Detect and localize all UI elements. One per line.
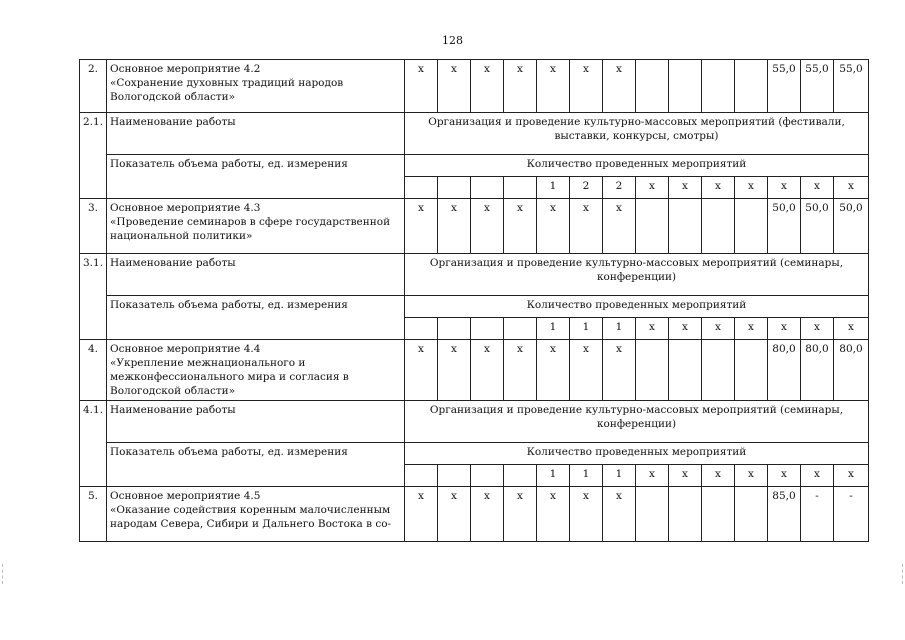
count-cell: x — [735, 318, 768, 340]
count-cell: x — [768, 465, 801, 487]
activity-title: Основное мероприятие 4.5 — [110, 490, 261, 502]
program-table — [79, 59, 869, 542]
count-cell: x — [834, 177, 869, 199]
mark-cell: x — [537, 60, 570, 113]
count-cell: x — [801, 177, 834, 199]
count-cell: x — [636, 177, 669, 199]
scan-edge-mark — [896, 564, 903, 584]
count-cell — [438, 318, 471, 340]
count-cell: x — [636, 318, 669, 340]
count-cell: x — [735, 465, 768, 487]
row-number: 5. — [80, 487, 107, 542]
value-cell: - — [834, 487, 869, 542]
mark-cell: x — [438, 199, 471, 254]
table-row-3 — [80, 199, 869, 254]
table-row-2 — [80, 60, 869, 113]
activity-title: Основное мероприятие 4.2 — [110, 63, 261, 75]
row-number: 3. — [80, 199, 107, 254]
count-cell: 1 — [537, 318, 570, 340]
mark-cell: x — [471, 199, 504, 254]
count-cell — [471, 177, 504, 199]
count-cell: x — [636, 465, 669, 487]
mark-cell — [636, 199, 669, 254]
table-row-4-1-indicator — [80, 443, 869, 465]
count-cell — [504, 177, 537, 199]
count-cell — [405, 318, 438, 340]
value-cell: 80,0 — [834, 340, 869, 401]
value-cell: 55,0 — [768, 60, 801, 113]
value-cell: 85,0 — [768, 487, 801, 542]
count-cell: 1 — [537, 177, 570, 199]
row-number: 4. — [80, 340, 107, 401]
activity-description: «Оказание содействия коренным малочисленным народам Севера, Сибири и Дальнего Востока в со- — [110, 504, 392, 530]
mark-cell: x — [504, 487, 537, 542]
count-cell: x — [834, 318, 869, 340]
mark-cell — [669, 199, 702, 254]
count-cell — [405, 177, 438, 199]
count-cell: x — [669, 318, 702, 340]
activity-name — [107, 199, 405, 254]
count-cell: 2 — [603, 177, 636, 199]
mark-cell: x — [471, 340, 504, 401]
work-description: Организация и проведение культурно-массовых мероприятий (семинары, конференции) — [405, 401, 869, 443]
count-cell: x — [768, 318, 801, 340]
mark-cell: x — [570, 199, 603, 254]
value-cell: 80,0 — [801, 340, 834, 401]
activity-name — [107, 340, 405, 401]
quantity-header: Количество проведенных мероприятий — [405, 443, 869, 465]
mark-cell: x — [471, 60, 504, 113]
quantity-header: Количество проведенных мероприятий — [405, 296, 869, 318]
work-label: Наименование работы — [107, 254, 405, 296]
row-number: 3.1. — [80, 254, 107, 340]
mark-cell: x — [405, 199, 438, 254]
mark-cell: x — [537, 487, 570, 542]
mark-cell: x — [438, 487, 471, 542]
mark-cell: x — [537, 340, 570, 401]
activity-title: Основное мероприятие 4.4 — [110, 343, 261, 355]
table-row-5 — [80, 487, 869, 542]
count-cell: x — [801, 318, 834, 340]
work-label: Наименование работы — [107, 401, 405, 443]
value-cell: 80,0 — [768, 340, 801, 401]
scan-edge-mark — [2, 564, 9, 584]
value-cell: 50,0 — [801, 199, 834, 254]
mark-cell: x — [405, 60, 438, 113]
mark-cell: x — [504, 340, 537, 401]
count-cell: x — [834, 465, 869, 487]
table-row-2-1-work — [80, 113, 869, 155]
count-cell: x — [735, 177, 768, 199]
mark-cell: x — [570, 487, 603, 542]
mark-cell: x — [570, 340, 603, 401]
count-cell — [471, 465, 504, 487]
activity-name — [107, 60, 405, 113]
activity-title: Основное мероприятие 4.3 — [110, 202, 261, 214]
mark-cell — [702, 340, 735, 401]
mark-cell — [702, 199, 735, 254]
value-cell: 50,0 — [768, 199, 801, 254]
work-description: Организация и проведение культурно-массовых мероприятий (семинары, конференции) — [405, 254, 869, 296]
value-cell: 50,0 — [834, 199, 869, 254]
count-cell — [438, 177, 471, 199]
indicator-label: Показатель объема работы, ед. измерения — [107, 155, 405, 199]
mark-cell: x — [504, 60, 537, 113]
work-description: Организация и проведение культурно-массовых мероприятий (фестивали, выставки, конкурсы, смотры) — [405, 113, 869, 155]
table-row-4-1-work — [80, 401, 869, 443]
count-cell: x — [702, 465, 735, 487]
count-cell — [471, 318, 504, 340]
count-cell: x — [669, 177, 702, 199]
page-number: 128 — [442, 34, 463, 47]
value-cell: - — [801, 487, 834, 542]
mark-cell — [735, 199, 768, 254]
activity-description: «Сохранение духовных традиций народов Вологодской области» — [110, 77, 344, 103]
value-cell: 55,0 — [801, 60, 834, 113]
mark-cell — [669, 340, 702, 401]
table-row-4 — [80, 340, 869, 401]
indicator-label: Показатель объема работы, ед. измерения — [107, 443, 405, 487]
activity-description: «Проведение семинаров в сфере государственной национальной политики» — [110, 216, 391, 242]
row-number: 2. — [80, 60, 107, 113]
activity-name — [107, 487, 405, 542]
mark-cell — [669, 487, 702, 542]
mark-cell: x — [504, 199, 537, 254]
mark-cell: x — [405, 487, 438, 542]
count-cell — [504, 465, 537, 487]
mark-cell: x — [438, 340, 471, 401]
value-cell: 55,0 — [834, 60, 869, 113]
table-row-2-1-indicator — [80, 155, 869, 177]
table-row-3-1-work — [80, 254, 869, 296]
mark-cell — [636, 487, 669, 542]
count-cell — [438, 465, 471, 487]
count-cell: 1 — [570, 465, 603, 487]
mark-cell — [735, 60, 768, 113]
mark-cell: x — [603, 487, 636, 542]
mark-cell: x — [405, 340, 438, 401]
mark-cell — [636, 340, 669, 401]
count-cell: x — [669, 465, 702, 487]
count-cell: 1 — [603, 465, 636, 487]
count-cell: x — [702, 177, 735, 199]
count-cell — [405, 465, 438, 487]
mark-cell: x — [603, 199, 636, 254]
count-cell: 1 — [537, 465, 570, 487]
count-cell: x — [702, 318, 735, 340]
mark-cell — [669, 60, 702, 113]
mark-cell: x — [603, 60, 636, 113]
mark-cell — [702, 487, 735, 542]
count-cell — [504, 318, 537, 340]
activity-description: «Укрепление межнационального и межконфессионального мира и согласия в Вологодской области» — [110, 357, 349, 397]
row-number: 2.1. — [80, 113, 107, 199]
mark-cell: x — [471, 487, 504, 542]
count-cell: x — [768, 177, 801, 199]
mark-cell: x — [570, 60, 603, 113]
mark-cell — [735, 340, 768, 401]
mark-cell — [636, 60, 669, 113]
count-cell: 2 — [570, 177, 603, 199]
indicator-label: Показатель объема работы, ед. измерения — [107, 296, 405, 340]
quantity-header: Количество проведенных мероприятий — [405, 155, 869, 177]
row-number: 4.1. — [80, 401, 107, 487]
count-cell: 1 — [603, 318, 636, 340]
count-cell: 1 — [570, 318, 603, 340]
count-cell: x — [801, 465, 834, 487]
mark-cell — [735, 487, 768, 542]
mark-cell: x — [603, 340, 636, 401]
work-label: Наименование работы — [107, 113, 405, 155]
mark-cell: x — [438, 60, 471, 113]
table-row-3-1-indicator — [80, 296, 869, 318]
mark-cell: x — [537, 199, 570, 254]
mark-cell — [702, 60, 735, 113]
